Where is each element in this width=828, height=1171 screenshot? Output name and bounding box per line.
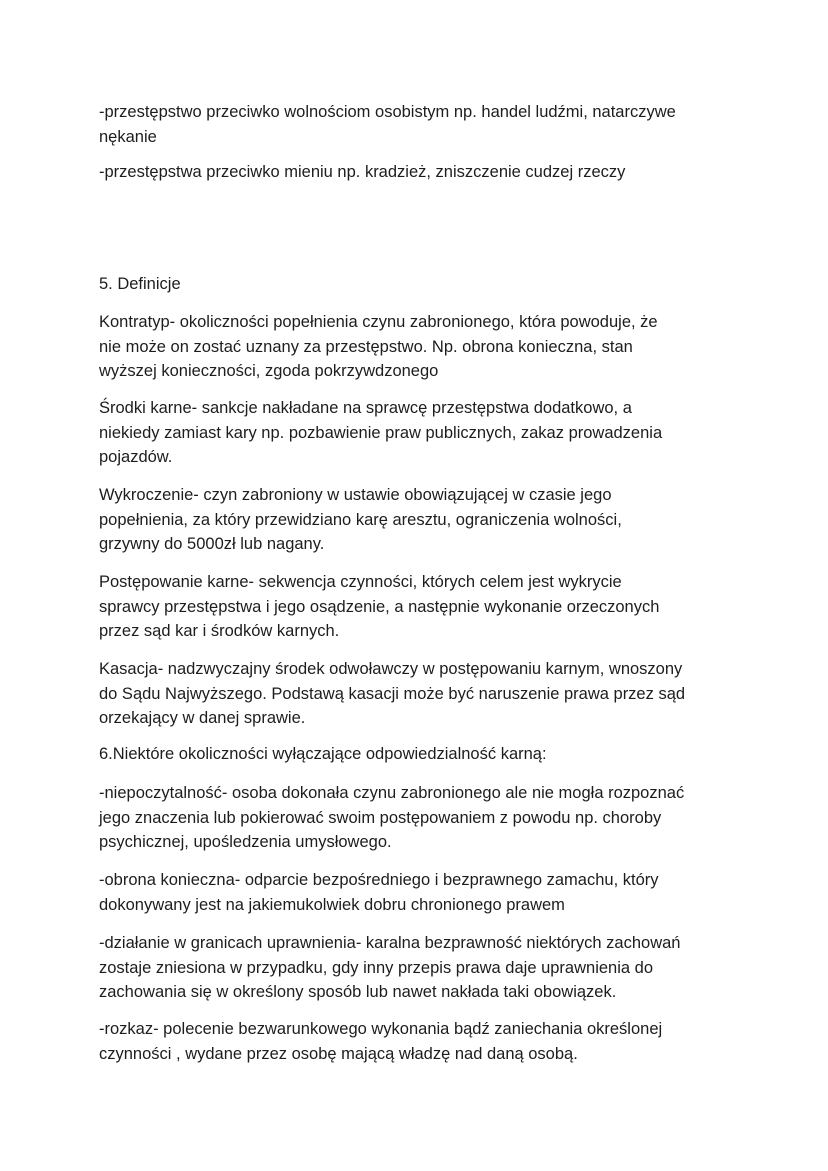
paragraph-niepoczytalnosc: -niepoczytalność- osoba dokonała czynu zabronionego ale nie mogła rozpoznać jego znaczenia lub pokierować swoim postępowaniem z powodu np. choroby psychicznej, upośledzenia umysłowego.: [99, 784, 685, 851]
paragraph-srodki-karne: Środki karne- sankcje nakładane na sprawcę przestępstwa dodatkowo, a niekiedy zamiast kary np. pozbawienie praw publicznych, zakaz prowadzenia pojazdów.: [99, 399, 663, 466]
paragraph-postepowanie-karne: Postępowanie karne- sekwencja czynności, których celem jest wykrycie sprawcy przestępstwa i jego osądzenie, a następnie wykonanie orzeczonych przez sąd kar i środków karnych.: [99, 573, 660, 640]
section-heading-definicje: 5. Definicje: [99, 275, 181, 293]
section-heading-okolicznosci: 6.Niektóre okoliczności wyłączające odpowiedzialność karną:: [99, 745, 547, 763]
paragraph-rozkaz: -rozkaz- polecenie bezwarunkowego wykonania bądź zaniechania określonej czynności , wydane przez osobę mającą władzę nad daną osobą.: [99, 1020, 663, 1063]
paragraph-dzialanie-uprawnienia: -działanie w granicach uprawnienia- karalna bezprawność niektórych zachowań zostaje zniesiona w przypadku, gdy inny przepis prawa daje uprawnienia do zachowania się w określony sposób lub nawet nakłada taki obowiązek.: [99, 934, 681, 1001]
paragraph-kasacja: Kasacja- nadzwyczajny środek odwoławczy w postępowaniu karnym, wnoszony do Sądu Najwyższego. Podstawą kasacji może być naruszenie prawa przez sąd orzekający w danej sprawie.: [99, 660, 686, 727]
paragraph-kontratyp: Kontratyp- okoliczności popełnienia czynu zabronionego, która powoduje, że nie może on zostać uznany za przestępstwo. Np. obrona konieczna, stan wyższej konieczności, zgoda pokrzywdzonego: [99, 313, 658, 380]
paragraph-przestepstwo-wolnosc: -przestępstwo przeciwko wolnościom osobistym np. handel ludźmi, natarczywe nękanie: [99, 103, 676, 146]
paragraph-wykroczenie: Wykroczenie- czyn zabroniony w ustawie obowiązującej w czasie jego popełnienia, za który przewidziano karę aresztu, ograniczenia wolności, grzywny do 5000zł lub nagany.: [99, 486, 622, 553]
paragraph-przestepstwa-mienie: -przestępstwa przeciwko mieniu np. kradzież, zniszczenie cudzej rzeczy: [99, 163, 626, 181]
paragraph-obrona-konieczna: -obrona konieczna- odparcie bezpośredniego i bezprawnego zamachu, który dokonywany jest na jakiemukolwiek dobru chronionego prawem: [99, 871, 659, 914]
